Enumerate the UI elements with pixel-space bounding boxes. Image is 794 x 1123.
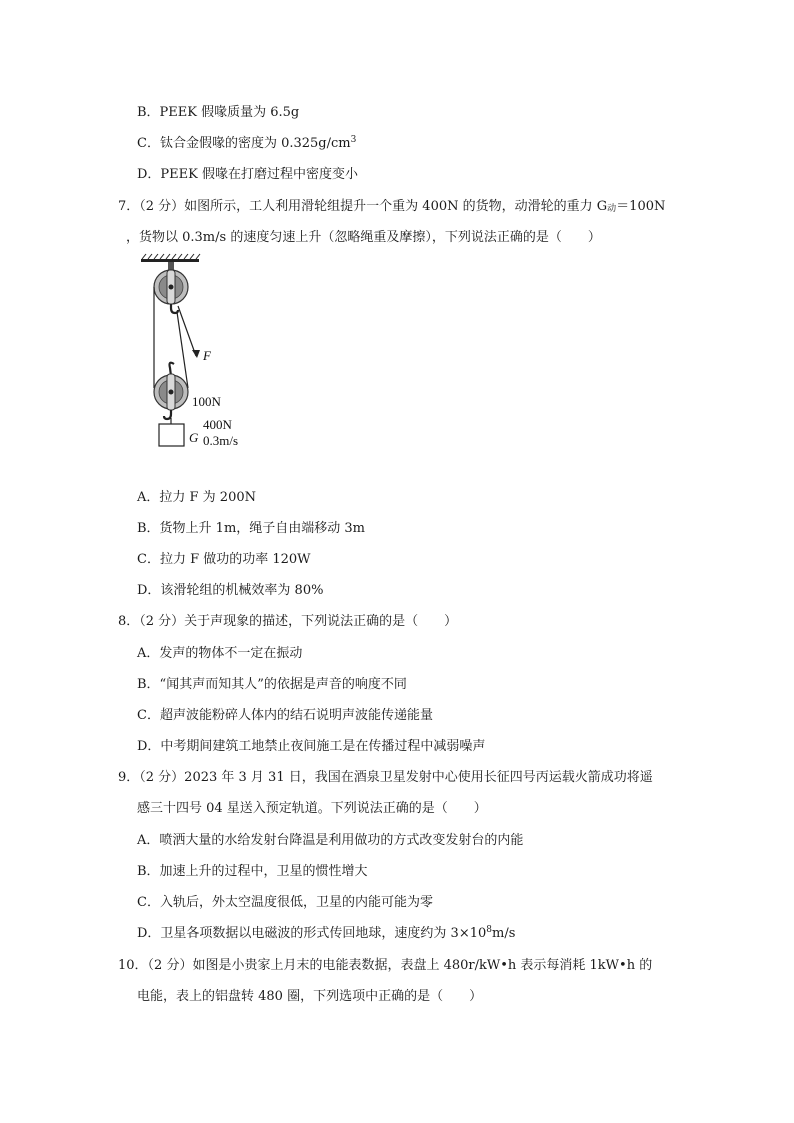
q6-option-d: D．PEEK 假喙在打磨过程中密度变小: [137, 167, 358, 182]
q8-option-d: D．中考期间建筑工地禁止夜间施工是在传播过程中减弱噪声: [137, 739, 486, 754]
q8-option-a: A．发声的物体不一定在振动: [137, 646, 303, 661]
force-label: F: [203, 348, 211, 363]
q8-option-b: B．“闻其声而知其人”的依据是声音的响度不同: [137, 677, 407, 692]
q10-stem-line2: 电能，表上的铝盘转 480 圈，下列选项中正确的是（ ）: [137, 989, 483, 1004]
q9-option-c: C．入轨后，外太空温度很低，卫星的内能可能为零: [137, 895, 433, 910]
q7-option-a: A．拉力 F 为 200N: [137, 490, 256, 505]
pulley-weight-label: 100N: [192, 394, 221, 409]
q7-option-c: C．拉力 F 做功的功率 120W: [137, 552, 311, 567]
q7-stem-sub: 动: [607, 204, 617, 214]
load-weight: 400N: [203, 417, 232, 432]
fixed-pulley: [154, 262, 188, 313]
q7-stem-text: 7．（2 分）如图所示，工人利用滑轮组提升一个重为 400N 的货物，动滑轮的重力 G: [118, 199, 608, 214]
q9-stem-line1: 9．（2 分）2023 年 3 月 31 日，我国在酒泉卫星发射中心使用长征四号丙运载火箭成功将遥: [118, 770, 653, 785]
q7-stem-text-end: ＝100N: [616, 199, 666, 214]
q9-option-b: B．加速上升的过程中，卫星的惯性增大: [137, 864, 368, 879]
load-box: [159, 424, 184, 446]
q6-option-c: [137, 135, 356, 153]
q6-option-b: B．PEEK 假喙质量为 6.5g: [137, 105, 300, 120]
force-arrow: [192, 350, 200, 358]
load-speed: 0.3m/s: [203, 433, 239, 448]
q9-option-a: A．喷洒大量的水给发射台降温是利用做功的方式改变发射台的内能: [137, 833, 524, 848]
q8-stem: 8．（2 分）关于声现象的描述，下列说法正确的是（ ）: [118, 614, 458, 629]
load-label: G: [189, 430, 199, 445]
q9-option-d-text: D．卫星各项数据以电磁波的形式传回地球，速度约为 3×10: [137, 926, 487, 941]
q6-option-c-text: C．钛合金假喙的密度为 0.325g/cm: [137, 136, 351, 151]
q9-stem-line2: 感三十四号 04 星送入预定轨道。下列说法正确的是（ ）: [137, 801, 487, 816]
q7-option-d: D．该滑轮组的机械效率为 80%: [137, 583, 324, 598]
ceiling: [141, 254, 200, 262]
movable-pulley: [154, 363, 188, 419]
q9-option-d-unit: m/s: [492, 926, 516, 941]
q10-stem-line1: 10．（2 分）如图是小贵家上月末的电能表数据，表盘上 480r/kW•h 表示每消耗 1kW•h 的: [118, 958, 653, 973]
q9-option-d: [137, 925, 515, 943]
q7-stem-line2: ，货物以 0.3m/s 的速度匀速上升（忽略绳重及摩擦），下列说法正确的是（ ）: [126, 230, 601, 245]
pulley-diagram: [136, 252, 276, 476]
q7-stem-line1: [118, 198, 665, 216]
q8-option-c: C．超声波能粉碎人体内的结石说明声波能传递能量: [137, 708, 433, 723]
q9-option-d-sup: 8: [486, 925, 492, 935]
q7-option-b: B．货物上升 1m，绳子自由端移动 3m: [137, 521, 366, 536]
q6-option-c-sup: 3: [350, 135, 357, 145]
